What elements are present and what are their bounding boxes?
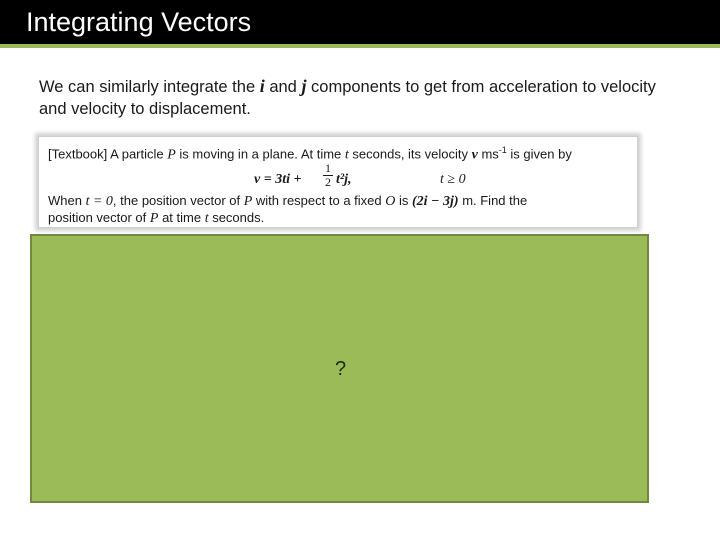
q4-text-b: at time [158,210,205,226]
q1-velocity-symbol: v [471,147,478,163]
q1-text-c: seconds, its velocity [348,146,472,162]
q1-time-symbol: t [344,147,349,163]
question-line-3 [48,193,629,210]
q1-units: ms [477,146,499,162]
q4-particle-symbol: P [149,211,159,227]
q3-text-c: with respect to a fixed [252,193,386,209]
velocity-equation-row [48,163,629,193]
answer-reveal-box[interactable] [30,234,649,503]
title-bar [0,0,720,44]
equation-rhs: t²j, [336,172,352,188]
slide-title: Integrating Vectors [26,7,252,37]
q3-position-vector: (2i − 3j) [411,194,459,210]
q3-text-a: When [48,193,86,209]
question-line-1 [48,142,629,163]
q4-time-symbol: t [204,211,209,227]
q3-text-e: m. Find the [458,193,528,209]
intro-and: and [264,78,302,96]
q3-origin-symbol: O [385,194,396,210]
q3-text-b: , the position vector of [112,193,244,209]
equation-condition: t ≥ 0 [440,172,466,188]
intro-i-symbol: i [259,76,265,96]
q1-particle-symbol: P [167,147,176,163]
q3-text-d: is [395,193,412,209]
q1-text-e: is given by [506,146,572,162]
title-underline [0,44,720,48]
equation-lhs: v = 3ti + [254,172,302,188]
q1-text-b: is moving in a plane. At time [175,146,345,162]
q1-text-a: [Textbook] A particle [48,146,168,162]
q4-text-a: position vector of [48,210,150,226]
q3-t-zero: t = 0 [85,194,113,210]
intro-part1: We can similarly integrate the [39,78,260,96]
q4-text-c: seconds. [208,210,265,226]
equation-fraction [323,162,333,189]
textbook-question-box [38,136,638,228]
q3-particle-symbol: P [243,194,253,210]
fraction-numerator: 1 [325,161,331,176]
intro-text [39,75,669,120]
answer-placeholder: ? [335,358,347,380]
fraction-denominator: 2 [325,175,331,190]
intro-part2: components to get from acceleration to velocity and velocity to displacement. [39,78,656,118]
question-line-4 [48,210,629,227]
q1-units-exponent: -1 [498,145,507,155]
intro-j-symbol: j [301,76,307,96]
